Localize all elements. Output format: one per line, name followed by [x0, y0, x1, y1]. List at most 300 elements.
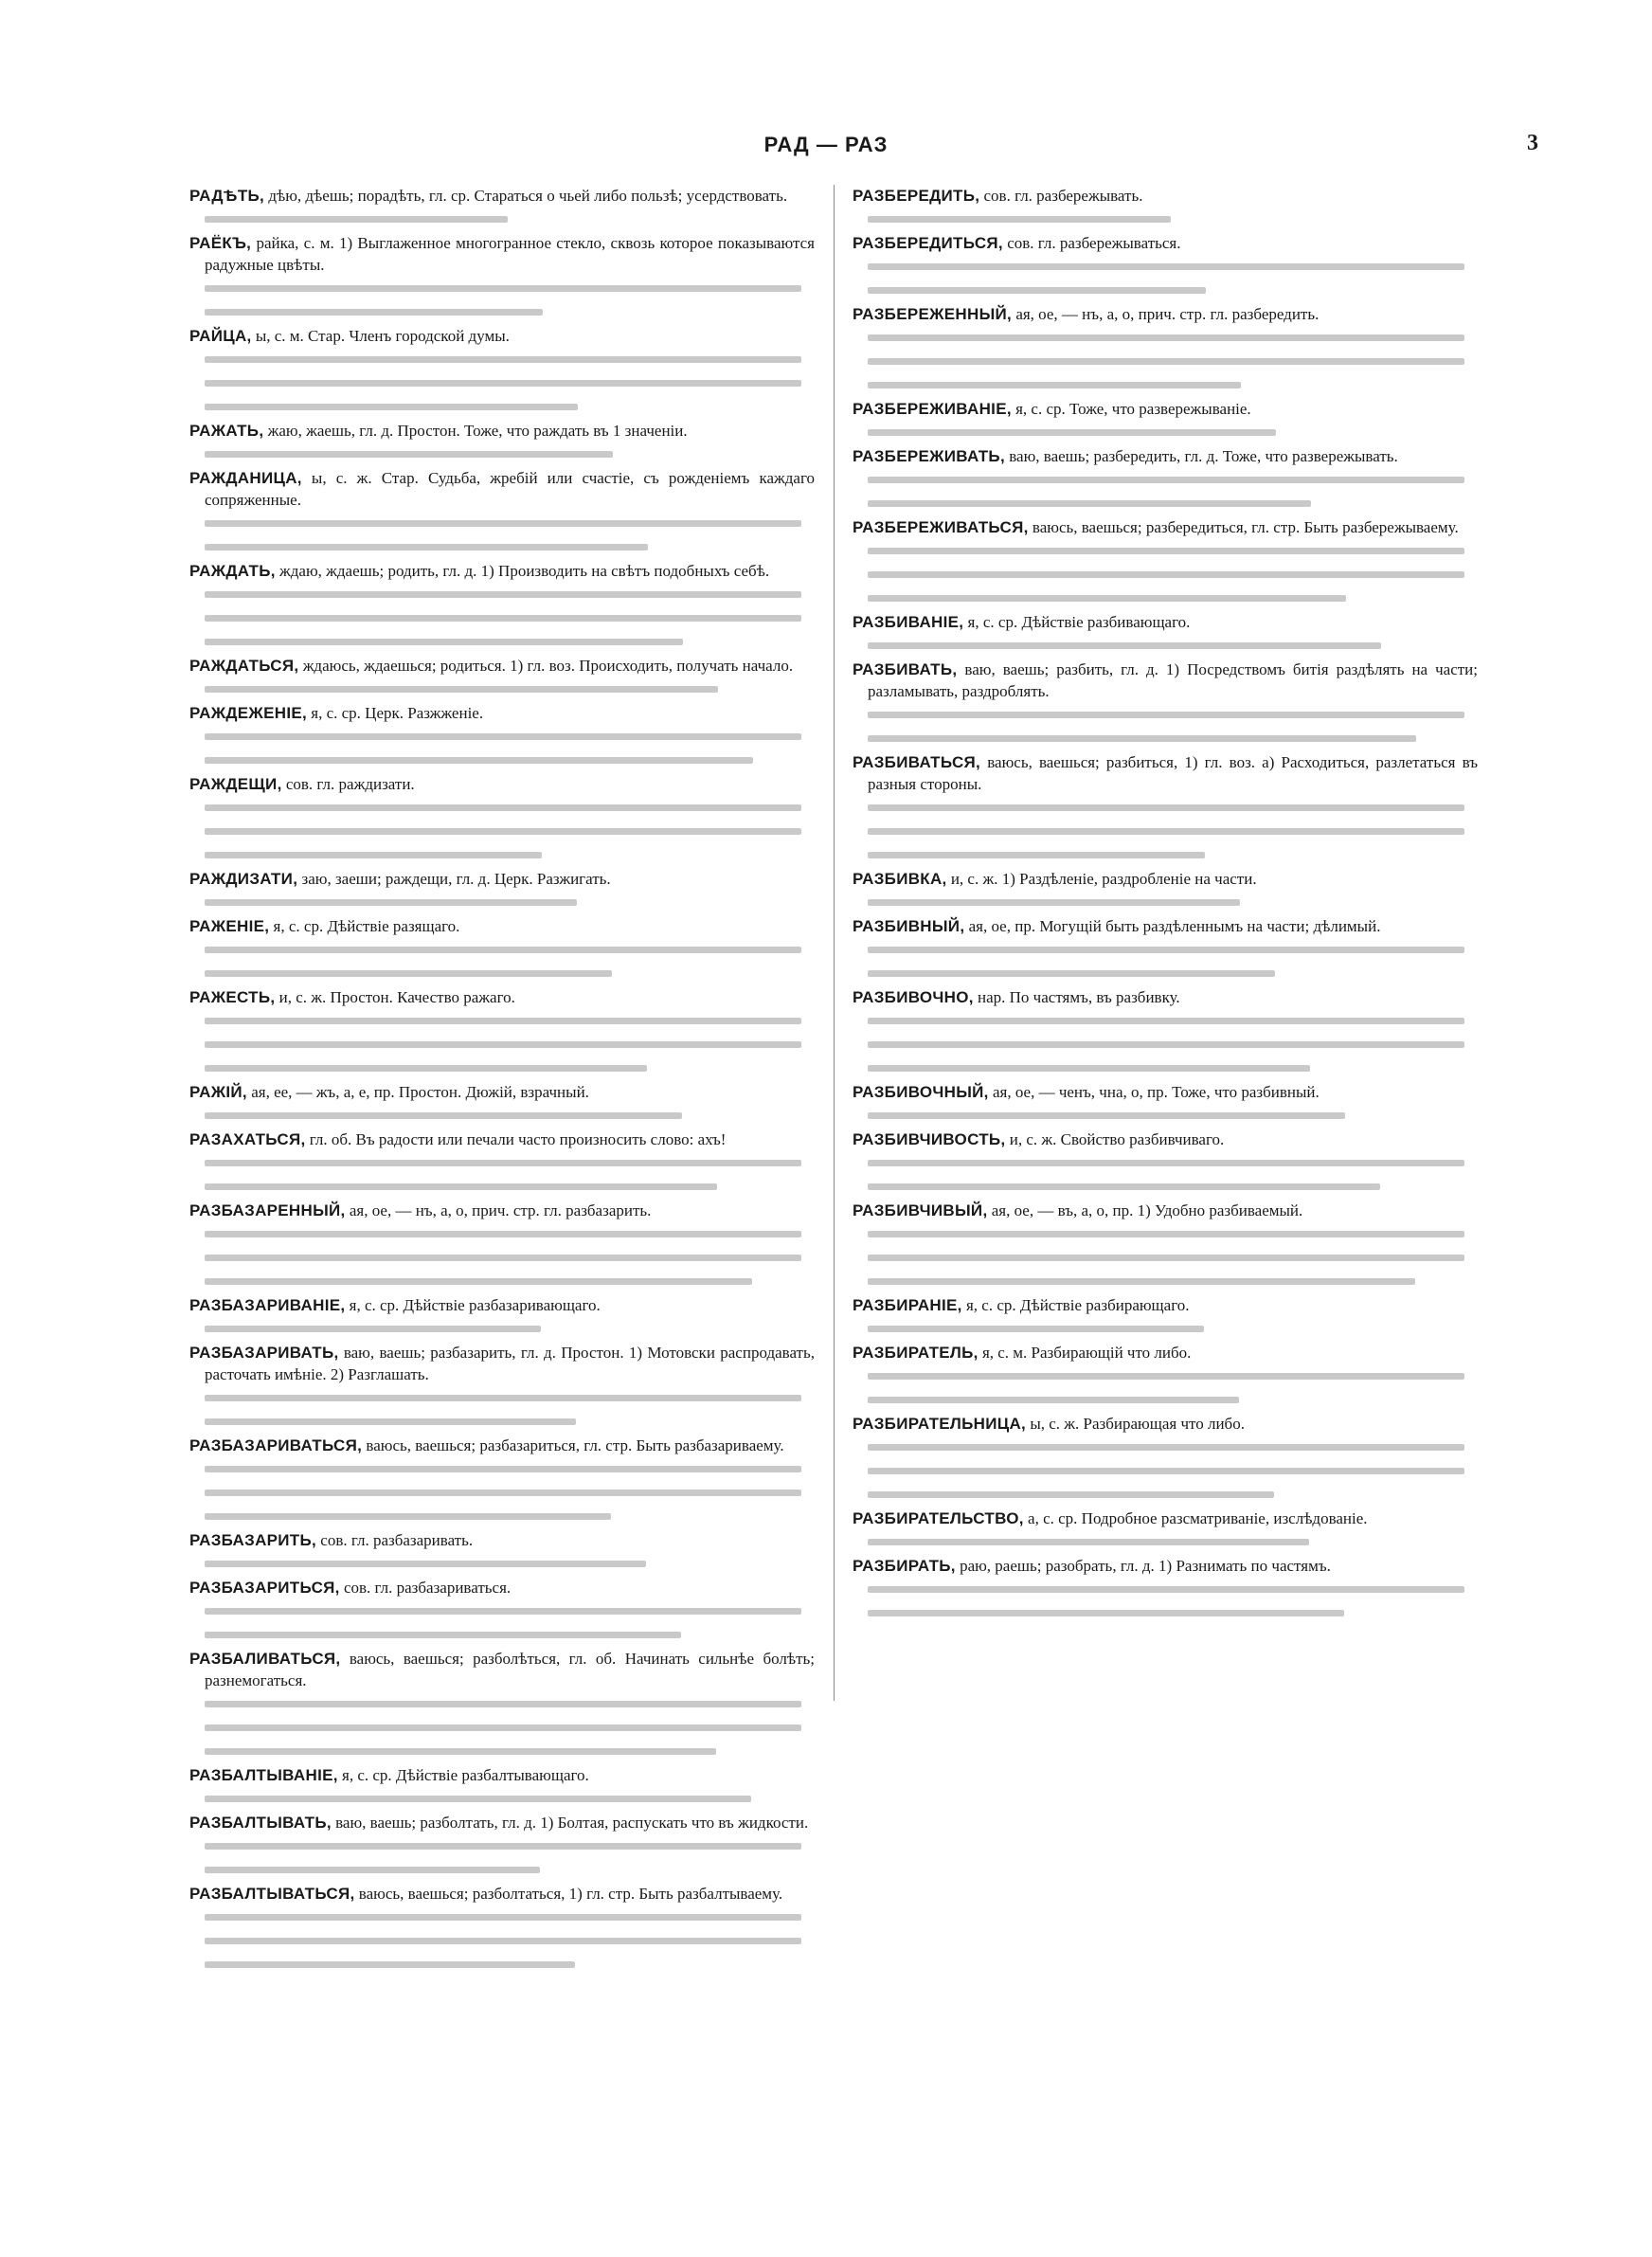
- untranscribed-text-line: [868, 963, 1478, 984]
- untranscribed-text-line: [868, 1318, 1478, 1340]
- entry-headword: РАЖДЕЩИ,: [189, 775, 282, 793]
- placeholder-line-bar: [205, 757, 753, 764]
- entry-headword: РАЗБИВАТЬСЯ,: [853, 753, 981, 771]
- entry-definition: я, с. ср. Тоже, что развережываніе.: [1011, 400, 1251, 418]
- entry-headword: РАЖЕСТЬ,: [189, 988, 276, 1006]
- entry-definition: ы, с. м. Стар. Членъ городской думы.: [251, 327, 510, 345]
- entry-headword: РАЁКЪ,: [189, 234, 252, 252]
- untranscribed-text-line: [868, 351, 1478, 372]
- untranscribed-text-line: [868, 1531, 1478, 1553]
- entry-headword: РАЗБЕРЕДИТЬ,: [853, 187, 980, 205]
- entry-headword: РАДѢТЬ,: [189, 187, 265, 205]
- placeholder-line-bar: [205, 451, 613, 458]
- untranscribed-text-line: [868, 1579, 1478, 1600]
- placeholder-line-bar: [205, 1796, 751, 1802]
- placeholder-line-bar: [868, 642, 1381, 649]
- entry-headword: РАЙЦА,: [189, 327, 252, 345]
- entry-headword: РАЗБАЗАРИВАТЬСЯ,: [189, 1436, 363, 1454]
- entry-definition: ваюсь, ваешься; разболтаться, 1) гл. стр. Быть разбалтываему.: [354, 1885, 783, 1903]
- placeholder-line-bar: [205, 1843, 801, 1850]
- untranscribed-text-line: [205, 1906, 815, 1928]
- untranscribed-text-line: [205, 1506, 815, 1527]
- placeholder-line-bar: [205, 309, 543, 316]
- entry-headword: РАЗБИРАТЕЛЬСТВО,: [853, 1509, 1024, 1527]
- untranscribed-text-line: [868, 939, 1478, 961]
- untranscribed-text-line: [868, 844, 1478, 866]
- placeholder-line-bar: [868, 804, 1464, 811]
- entry-headword: РАЖДЕЖЕНІЕ,: [189, 704, 308, 722]
- untranscribed-text-line: [205, 1318, 815, 1340]
- untranscribed-text-line: [205, 844, 815, 866]
- placeholder-line-bar: [205, 1961, 575, 1968]
- placeholder-line-bar: [205, 1701, 801, 1707]
- entry-headword: РАЗБИРАТЕЛЬНИЦА,: [853, 1415, 1027, 1433]
- entry-definition: ваю, ваешь; разболтать, гл. д. 1) Болтая, распускать что въ жидкости.: [331, 1814, 809, 1832]
- untranscribed-text-line: [868, 1484, 1478, 1506]
- entry-definition: раю, раешь; разобрать, гл. д. 1) Разнимать по частямъ.: [955, 1557, 1331, 1575]
- placeholder-line-bar: [205, 686, 718, 693]
- placeholder-line-bar: [205, 828, 801, 835]
- placeholder-line-bar: [205, 520, 801, 527]
- untranscribed-text-line: [868, 587, 1478, 609]
- placeholder-line-bar: [868, 1255, 1464, 1261]
- untranscribed-text-line: [205, 1482, 815, 1504]
- placeholder-line-bar: [205, 733, 801, 740]
- placeholder-line-bar: [868, 970, 1275, 977]
- placeholder-line-bar: [868, 1231, 1464, 1237]
- dictionary-entry: [853, 1200, 1478, 1221]
- placeholder-line-bar: [205, 1112, 682, 1119]
- entry-definition: я, с. ср. Дѣйствіе разбирающаго.: [961, 1296, 1190, 1314]
- placeholder-line-bar: [205, 1513, 611, 1520]
- placeholder-line-bar: [868, 287, 1206, 294]
- untranscribed-text-line: [205, 1010, 815, 1032]
- untranscribed-text-line: [205, 1152, 815, 1174]
- left-column: [189, 185, 815, 1977]
- dictionary-entry: [853, 185, 1478, 207]
- placeholder-line-bar: [868, 852, 1205, 858]
- untranscribed-text-line: [205, 939, 815, 961]
- untranscribed-text-line: [205, 208, 815, 230]
- entry-definition: я, с. ср. Дѣйствіе разбазаривающаго.: [345, 1296, 601, 1314]
- dictionary-entry: [853, 1294, 1478, 1316]
- dictionary-entry: [853, 398, 1478, 420]
- dictionary-entry: [189, 986, 815, 1008]
- untranscribed-text-line: [868, 280, 1478, 301]
- entry-definition: ая, ое, — въ, а, о, пр. 1) Удобно разбиваемый.: [987, 1201, 1303, 1219]
- placeholder-line-bar: [205, 947, 801, 953]
- placeholder-line-bar: [868, 1491, 1274, 1498]
- placeholder-line-bar: [868, 548, 1464, 554]
- dictionary-entry: [853, 232, 1478, 254]
- entry-definition: и, с. ж. Свойство разбивчиваго.: [1005, 1130, 1225, 1148]
- entry-definition: и, с. ж. 1) Раздѣленіе, раздробленіе на части.: [946, 870, 1257, 888]
- untranscribed-text-line: [205, 963, 815, 984]
- placeholder-line-bar: [205, 1018, 801, 1024]
- untranscribed-text-line: [868, 1034, 1478, 1056]
- entry-definition: дѣю, дѣешь; порадѣть, гл. ср. Стараться о чьей либо пользѣ; усердствовать.: [264, 187, 788, 205]
- entry-definition: ждаюсь, ждаешься; родиться. 1) гл. воз. Происходить, получать начало.: [298, 657, 794, 675]
- untranscribed-text-line: [205, 1930, 815, 1952]
- dictionary-entry: [189, 1883, 815, 1905]
- dictionary-entry: [189, 420, 815, 442]
- dictionary-entry: [853, 868, 1478, 890]
- placeholder-line-bar: [205, 356, 801, 363]
- dictionary-entry: [853, 1508, 1478, 1529]
- untranscribed-text-line: [868, 1057, 1478, 1079]
- entry-headword: РАЖДАТЬ,: [189, 562, 276, 580]
- entry-headword: РАЗБИРАТЬ,: [853, 1557, 956, 1575]
- dictionary-entry: [853, 1342, 1478, 1363]
- untranscribed-text-line: [205, 1247, 815, 1269]
- entry-definition: сов. гл. разбазариваться.: [339, 1579, 512, 1597]
- placeholder-line-bar: [205, 1748, 716, 1755]
- placeholder-line-bar: [205, 970, 612, 977]
- entry-definition: я, с. ср. Дѣйствіе разящаго.: [269, 917, 460, 935]
- placeholder-line-bar: [205, 1724, 801, 1731]
- entry-definition: ваюсь, ваешься; разбиться, 1) гл. воз. а) Расходиться, разлетаться въ разныя стороны.: [868, 753, 1478, 793]
- untranscribed-text-line: [868, 1247, 1478, 1269]
- untranscribed-text-line: [205, 726, 815, 748]
- untranscribed-text-line: [205, 1271, 815, 1292]
- untranscribed-text-line: [205, 631, 815, 653]
- entry-headword: РАЗБИВАТЬ,: [853, 660, 958, 678]
- placeholder-line-bar: [868, 358, 1464, 365]
- placeholder-line-bar: [205, 1065, 647, 1072]
- placeholder-line-bar: [205, 1231, 801, 1237]
- dictionary-entry: [189, 655, 815, 677]
- dictionary-entry: [189, 1200, 815, 1221]
- untranscribed-text-line: [868, 564, 1478, 586]
- entry-definition: сов. гл. раждизати.: [281, 775, 415, 793]
- dictionary-entry: [189, 1648, 815, 1691]
- placeholder-line-bar: [868, 216, 1171, 223]
- untranscribed-text-line: [868, 892, 1478, 913]
- placeholder-line-bar: [868, 334, 1464, 341]
- entry-headword: РАЗБИВЧИВОСТЬ,: [853, 1130, 1006, 1148]
- untranscribed-text-line: [205, 1387, 815, 1409]
- entry-headword: РАЖДАТЬСЯ,: [189, 657, 299, 675]
- placeholder-line-bar: [868, 828, 1464, 835]
- untranscribed-text-line: [205, 892, 815, 913]
- placeholder-line-bar: [205, 1632, 681, 1638]
- dictionary-entry: [189, 1128, 815, 1150]
- dictionary-entry: [189, 467, 815, 511]
- placeholder-line-bar: [868, 1586, 1464, 1593]
- untranscribed-text-line: [868, 374, 1478, 396]
- entry-definition: сов. гл. разбережываться.: [1002, 234, 1181, 252]
- dictionary-entry: [189, 1812, 815, 1833]
- entry-headword: РАЖІЙ,: [189, 1083, 247, 1101]
- entry-headword: РАЗБЕРЕЖЕННЫЙ,: [853, 305, 1013, 323]
- untranscribed-text-line: [205, 584, 815, 605]
- placeholder-line-bar: [868, 1326, 1204, 1332]
- placeholder-line-bar: [868, 1539, 1309, 1545]
- dictionary-entry: [853, 303, 1478, 325]
- untranscribed-text-line: [868, 1176, 1478, 1198]
- entry-headword: РАЗБЕРЕЖИВАТЬ,: [853, 447, 1005, 465]
- untranscribed-text-line: [205, 1411, 815, 1433]
- untranscribed-text-line: [868, 821, 1478, 842]
- placeholder-line-bar: [205, 1160, 801, 1166]
- dictionary-entry: [853, 751, 1478, 795]
- placeholder-line-bar: [868, 263, 1464, 270]
- placeholder-line-bar: [205, 1938, 801, 1944]
- entry-headword: РАЗБАЗАРИВАНІЕ,: [189, 1296, 346, 1314]
- untranscribed-text-line: [868, 422, 1478, 443]
- placeholder-line-bar: [868, 1468, 1464, 1474]
- untranscribed-text-line: [205, 278, 815, 299]
- entry-definition: сов. гл. разбазаривать.: [316, 1531, 474, 1549]
- entry-definition: я, с. ср. Церк. Разжженіе.: [307, 704, 484, 722]
- placeholder-line-bar: [205, 544, 648, 551]
- entry-headword: РАЗБАЗАРИТЬСЯ,: [189, 1579, 340, 1597]
- dictionary-entry: [853, 516, 1478, 538]
- placeholder-line-bar: [205, 1490, 801, 1496]
- dictionary-entry: [853, 1128, 1478, 1150]
- untranscribed-text-line: [205, 1105, 815, 1127]
- entry-headword: РАЖАТЬ,: [189, 422, 264, 440]
- placeholder-line-bar: [868, 571, 1464, 578]
- entry-definition: гл. об. Въ радости или печали часто произносить слово: ахъ!: [305, 1130, 727, 1148]
- entry-headword: РАЗБЕРЕЖИВАТЬСЯ,: [853, 518, 1029, 536]
- placeholder-line-bar: [868, 1444, 1464, 1451]
- dictionary-entry: [189, 232, 815, 276]
- entry-definition: ая, ее, — жъ, а, е, пр. Простон. Дюжій, взрачный.: [246, 1083, 589, 1101]
- entry-headword: РАЗБИВОЧНЫЙ,: [853, 1083, 989, 1101]
- placeholder-line-bar: [868, 595, 1346, 602]
- entry-definition: ая, ое, — нъ, а, о, прич. стр. гл. разбередить.: [1012, 305, 1320, 323]
- untranscribed-text-line: [868, 1389, 1478, 1411]
- entry-headword: РАЗБАЗАРИТЬ,: [189, 1531, 317, 1549]
- placeholder-line-bar: [868, 1373, 1464, 1380]
- entry-headword: РАЖЕНІЕ,: [189, 917, 270, 935]
- two-column-body: [189, 185, 1478, 2080]
- entry-definition: сов. гл. разбережывать.: [979, 187, 1143, 205]
- dictionary-entry: [853, 611, 1478, 633]
- placeholder-line-bar: [868, 1065, 1310, 1072]
- placeholder-line-bar: [205, 1183, 717, 1190]
- dictionary-entry: [189, 1081, 815, 1103]
- placeholder-line-bar: [868, 1160, 1464, 1166]
- entry-headword: РАЗБАЛИВАТЬСЯ,: [189, 1650, 341, 1668]
- entry-definition: ы, с. ж. Стар. Судьба, жребій или счастіе, съ рожденіемъ каждаго сопряженные.: [205, 469, 815, 509]
- entry-headword: РАЗБЕРЕЖИВАНІЕ,: [853, 400, 1012, 418]
- untranscribed-text-line: [205, 1057, 815, 1079]
- untranscribed-text-line: [868, 208, 1478, 230]
- dictionary-entry: [189, 1529, 815, 1551]
- placeholder-line-bar: [205, 380, 801, 387]
- entry-headword: РАЗБИВОЧНО,: [853, 988, 974, 1006]
- placeholder-line-bar: [868, 382, 1241, 388]
- entry-headword: РАЗАХАТЬСЯ,: [189, 1130, 306, 1148]
- placeholder-line-bar: [868, 477, 1464, 483]
- placeholder-line-bar: [205, 404, 578, 410]
- untranscribed-text-line: [868, 256, 1478, 278]
- untranscribed-text-line: [205, 301, 815, 323]
- dictionary-entry: [853, 1413, 1478, 1435]
- placeholder-line-bar: [205, 639, 683, 645]
- untranscribed-text-line: [205, 1693, 815, 1715]
- running-head: РАД — РАЗ: [763, 133, 889, 156]
- placeholder-line-bar: [205, 899, 577, 906]
- untranscribed-text-line: [868, 1436, 1478, 1458]
- entry-headword: РАЗБИВАНІЕ,: [853, 613, 964, 631]
- placeholder-line-bar: [868, 1278, 1415, 1285]
- placeholder-line-bar: [205, 1041, 801, 1048]
- entry-definition: ваю, ваешь; разбить, гл. д. 1) Посредствомъ битія раздѣлять на части; разламывать, раздроблять.: [868, 660, 1478, 700]
- entry-definition: ая, ое, — нъ, а, о, прич. стр. гл. разбазарить.: [345, 1201, 652, 1219]
- placeholder-line-bar: [868, 1041, 1464, 1048]
- untranscribed-text-line: [868, 1223, 1478, 1245]
- untranscribed-text-line: [205, 1034, 815, 1056]
- untranscribed-text-line: [868, 635, 1478, 657]
- untranscribed-text-line: [205, 513, 815, 534]
- entry-definition: нар. По частямъ, въ разбивку.: [973, 988, 1180, 1006]
- entry-headword: РАЗБЕРЕДИТЬСЯ,: [853, 234, 1003, 252]
- untranscribed-text-line: [868, 327, 1478, 349]
- entry-definition: жаю, жаешь, гл. д. Простон. Тоже, что раждать въ 1 значеніи.: [263, 422, 688, 440]
- entry-definition: ждаю, ждаешь; родить, гл. д. 1) Производить на свѣтъ подобныхъ себѣ.: [275, 562, 770, 580]
- untranscribed-text-line: [205, 1176, 815, 1198]
- untranscribed-text-line: [205, 1624, 815, 1646]
- dictionary-entry: [853, 659, 1478, 702]
- entry-definition: ваюсь, ваешься; разбазариться, гл. стр. Быть разбазариваему.: [362, 1436, 784, 1454]
- placeholder-line-bar: [868, 947, 1464, 953]
- untranscribed-text-line: [205, 1458, 815, 1480]
- placeholder-line-bar: [868, 1397, 1239, 1403]
- untranscribed-text-line: [205, 349, 815, 370]
- dictionary-entry: [189, 702, 815, 724]
- placeholder-line-bar: [205, 591, 801, 598]
- untranscribed-text-line: [205, 536, 815, 558]
- placeholder-line-bar: [868, 899, 1240, 906]
- placeholder-line-bar: [868, 712, 1464, 718]
- dictionary-entry: [853, 915, 1478, 937]
- placeholder-line-bar: [868, 500, 1311, 507]
- entry-definition: а, с. ср. Подробное разсматриваніе, изслѣдованіе.: [1023, 1509, 1368, 1527]
- untranscribed-text-line: [868, 493, 1478, 515]
- untranscribed-text-line: [205, 1954, 815, 1976]
- dictionary-entry: [189, 325, 815, 347]
- placeholder-line-bar: [205, 1914, 801, 1921]
- untranscribed-text-line: [868, 704, 1478, 726]
- right-column: [853, 185, 1478, 1626]
- dictionary-entry: [853, 986, 1478, 1008]
- untranscribed-text-line: [205, 678, 815, 700]
- untranscribed-text-line: [205, 1835, 815, 1857]
- placeholder-line-bar: [205, 615, 801, 622]
- untranscribed-text-line: [868, 1010, 1478, 1032]
- placeholder-line-bar: [868, 735, 1416, 742]
- entry-headword: РАЗБИВЧИВЫЙ,: [853, 1201, 988, 1219]
- entry-headword: РАЗБАЗАРЕННЫЙ,: [189, 1201, 346, 1219]
- untranscribed-text-line: [868, 1602, 1478, 1624]
- entry-definition: заю, заеши; раждещи, гл. д. Церк. Разжигать.: [297, 870, 611, 888]
- placeholder-line-bar: [205, 1561, 646, 1567]
- entry-headword: РАЗБАЛТЫВАНІЕ,: [189, 1766, 338, 1784]
- placeholder-line-bar: [868, 1183, 1380, 1190]
- entry-definition: ая, ое, — ченъ, чна, о, пр. Тоже, что разбивный.: [988, 1083, 1320, 1101]
- entry-definition: ы, с. ж. Разбирающая что либо.: [1026, 1415, 1245, 1433]
- untranscribed-text-line: [868, 1105, 1478, 1127]
- entry-headword: РАЗБИВНЫЙ,: [853, 917, 965, 935]
- untranscribed-text-line: [205, 372, 815, 394]
- dictionary-entry: [853, 1081, 1478, 1103]
- untranscribed-text-line: [205, 396, 815, 418]
- entry-headword: РАЗБИРАНІЕ,: [853, 1296, 962, 1314]
- dictionary-entry: [189, 1764, 815, 1786]
- untranscribed-text-line: [205, 797, 815, 819]
- untranscribed-text-line: [868, 797, 1478, 819]
- entry-definition: я, с. ср. Дѣйствіе разбивающаго.: [963, 613, 1191, 631]
- untranscribed-text-line: [868, 1271, 1478, 1292]
- entry-headword: РАЖДИЗАТИ,: [189, 870, 298, 888]
- untranscribed-text-line: [205, 607, 815, 629]
- untranscribed-text-line: [868, 540, 1478, 562]
- placeholder-line-bar: [205, 1418, 576, 1425]
- entry-headword: РАЗБАЛТЫВАТЬСЯ,: [189, 1885, 355, 1903]
- entry-definition: ая, ое, пр. Могущій быть раздѣленнымъ на части; дѣлимый.: [964, 917, 1381, 935]
- placeholder-line-bar: [205, 216, 508, 223]
- entry-definition: и, с. ж. Простон. Качество ражаго.: [275, 988, 515, 1006]
- untranscribed-text-line: [205, 1717, 815, 1739]
- untranscribed-text-line: [868, 728, 1478, 749]
- untranscribed-text-line: [868, 469, 1478, 491]
- dictionary-entry: [853, 1555, 1478, 1577]
- entry-headword: РАЗБИРАТЕЛЬ,: [853, 1344, 979, 1362]
- dictionary-entry: [853, 445, 1478, 467]
- untranscribed-text-line: [205, 1223, 815, 1245]
- placeholder-line-bar: [205, 1466, 801, 1472]
- entry-definition: ваюсь, ваешься; разбередиться, гл. стр. Быть разбережываему.: [1028, 518, 1459, 536]
- column-rule: [834, 185, 835, 1701]
- placeholder-line-bar: [205, 852, 542, 858]
- entry-headword: РАЗБАЛТЫВАТЬ,: [189, 1814, 332, 1832]
- placeholder-line-bar: [868, 1018, 1464, 1024]
- entry-definition: я, с. м. Разбирающій что либо.: [978, 1344, 1192, 1362]
- placeholder-line-bar: [205, 1608, 801, 1615]
- untranscribed-text-line: [205, 821, 815, 842]
- entry-definition: ваю, ваешь; разбередить, гл. д. Тоже, что развережывать.: [1004, 447, 1398, 465]
- dictionary-entry: [189, 1294, 815, 1316]
- placeholder-line-bar: [868, 1112, 1345, 1119]
- untranscribed-text-line: [868, 1152, 1478, 1174]
- placeholder-line-bar: [205, 1395, 801, 1401]
- untranscribed-text-line: [205, 1553, 815, 1575]
- untranscribed-text-line: [868, 1460, 1478, 1482]
- untranscribed-text-line: [205, 443, 815, 465]
- entry-definition: я, с. ср. Дѣйствіе разбалтывающаго.: [337, 1766, 589, 1784]
- dictionary-entry: [189, 1435, 815, 1456]
- entry-definition: ваю, ваешь; разбазарить, гл. д. Простон. 1) Мотовски распродавать, расточать имѣніе. 2) Разглашать.: [205, 1344, 815, 1383]
- dictionary-entry: [189, 1342, 815, 1385]
- entry-definition: райка, с. м. 1) Выглаженное многогранное стекло, сквозь которое показываются радужные цвѣты.: [205, 234, 815, 274]
- placeholder-line-bar: [205, 1278, 752, 1285]
- dictionary-entry: [189, 560, 815, 582]
- page-number: 3: [1527, 131, 1538, 155]
- dictionary-entry: [189, 185, 815, 207]
- entry-headword: РАЖДАНИЦА,: [189, 469, 302, 487]
- placeholder-line-bar: [205, 1867, 540, 1873]
- placeholder-line-bar: [205, 804, 801, 811]
- untranscribed-text-line: [205, 1741, 815, 1762]
- dictionary-entry: [189, 868, 815, 890]
- untranscribed-text-line: [205, 1788, 815, 1810]
- untranscribed-text-line: [205, 1859, 815, 1881]
- dictionary-entry: [189, 915, 815, 937]
- untranscribed-text-line: [205, 749, 815, 771]
